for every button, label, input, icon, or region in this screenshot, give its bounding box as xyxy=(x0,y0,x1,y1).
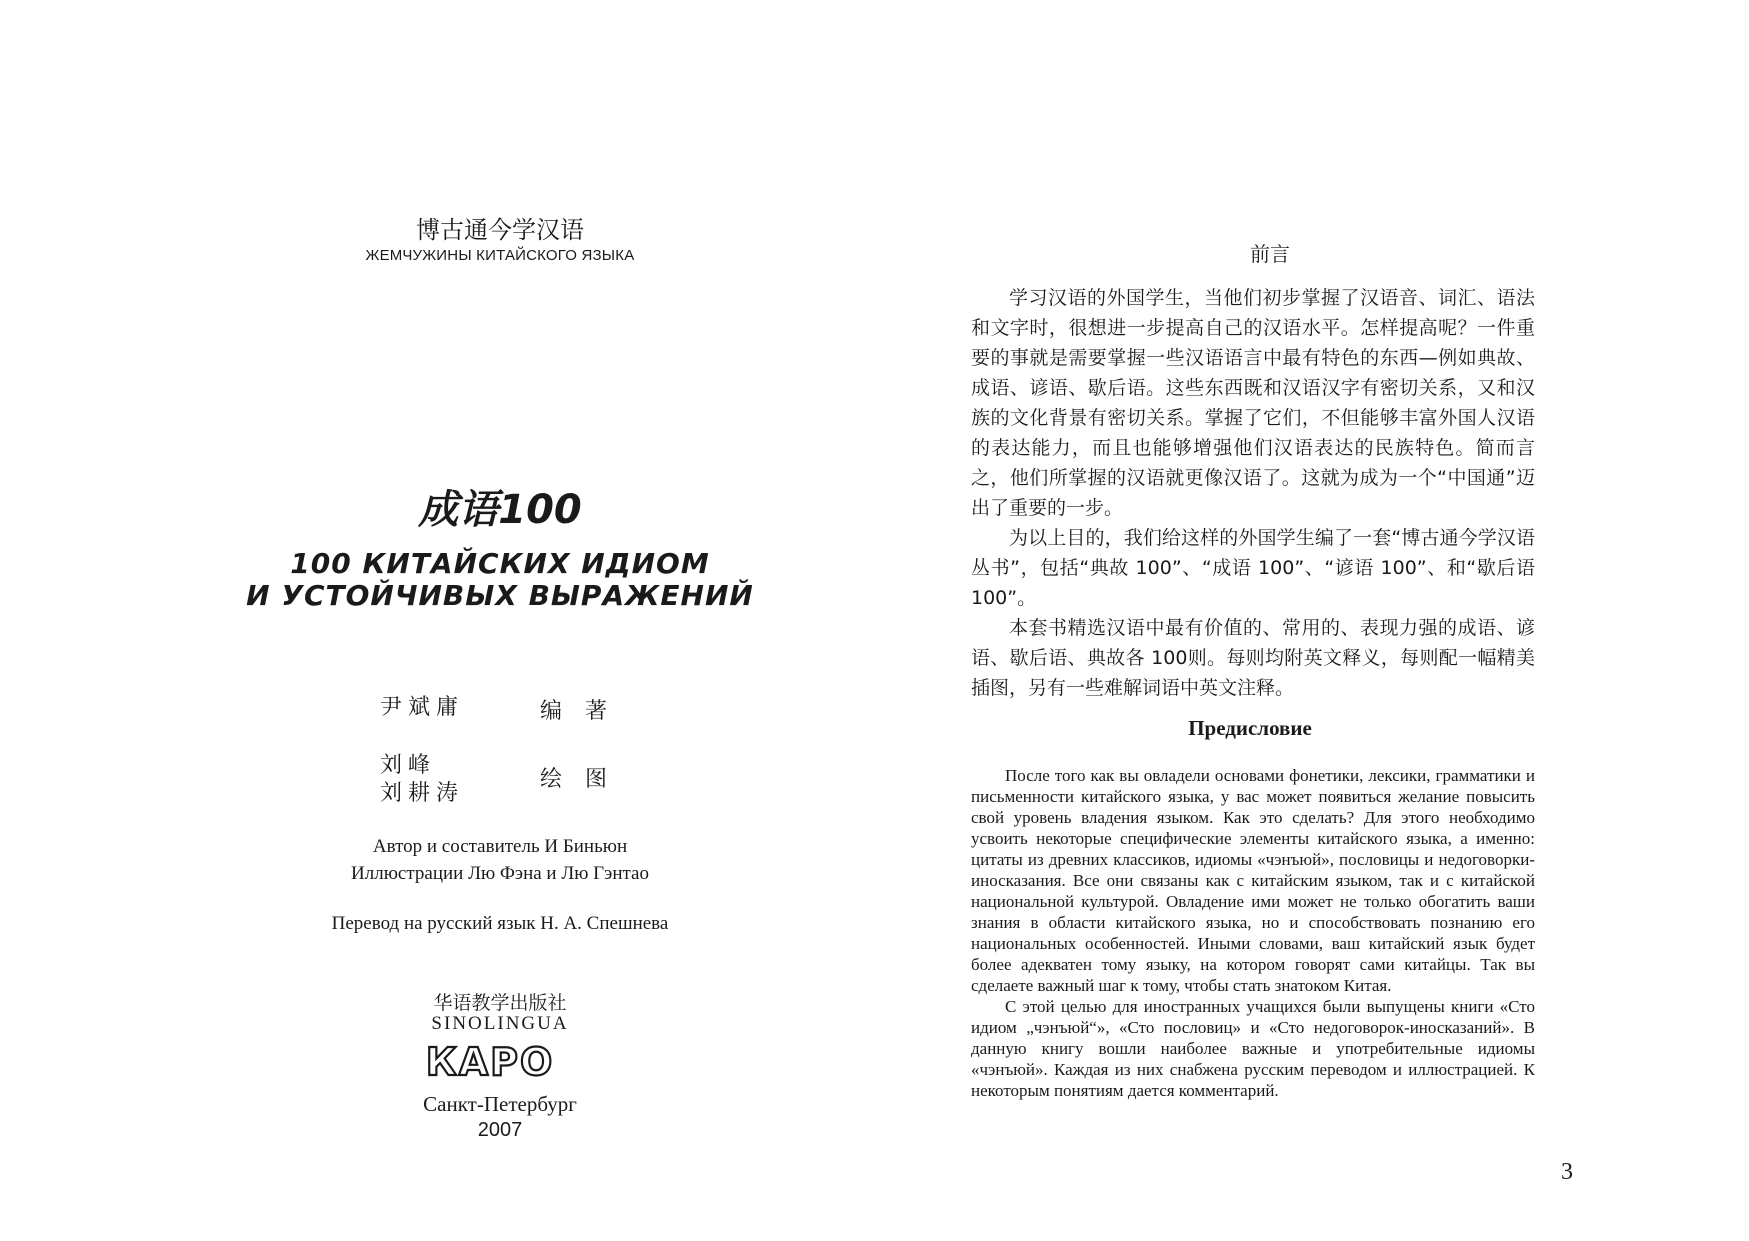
publisher-name-en: SINOLINGUA xyxy=(431,1013,569,1034)
translator-line-ru: Перевод на русский язык Н. А. Спешнева xyxy=(331,913,669,934)
author-cn: 尹斌庸 xyxy=(380,695,465,720)
publisher-city: Санкт-Петербург xyxy=(423,1092,577,1116)
foreword-title-ru: Предисловие xyxy=(1188,716,1312,740)
page-number: 3 xyxy=(1561,1159,1573,1185)
author-line-ru: Автор и составитель И Биньюн xyxy=(372,836,628,857)
book-title-ru-line2: И УСТОЙЧИВЫХ ВЫРАЖЕНИЙ xyxy=(246,579,754,612)
foreword-cn-paragraph: 本套书精选汉语中最有价值的、常用的、表现力强的成语、谚语、歇后语、典故各 100则。每则均附英文释义，每则配一幅精美插图，另有一些难解词语中英文注释。 xyxy=(971,617,1535,699)
foreword-ru-paragraph: С этой целью для иностранных учащихся были выпущены книги «Сто идиом „чэнъюй“», «Сто пословиц» и «Сто недоговорок-иносказаний». В данную книгу вошли наиболее важные и употребительные идиомы «чэнъюй». Каждая из них снабжена русским переводом и иллюстрацией. К некоторым понятиям дается комментарий. xyxy=(971,997,1535,1100)
foreword-cn-paragraph: 学习汉语的外国学生，当他们初步掌握了汉语音、词汇、语法和文字时，很想进一步提高自己的汉语水平。怎样提高呢？一件重要的事就是需要掌握一些汉语语言中最有特色的东西—例如典故、成语、谚语、歇后语。这些东西既和汉语汉字有密切关系，又和汉族的文化背景有密切关系。掌握了它们，不但能够丰富外国人汉语的表达能力，而且也能够增强他们汉语表达的民族特色。简而言之，他们所掌握的汉语就更像汉语了。这就为成为一个“中国通”迈出了重要的一步。 xyxy=(971,287,1535,519)
author-role-cn: 编 著 xyxy=(540,699,615,724)
publication-year: 2007 xyxy=(477,1119,523,1141)
publisher-name-cn: 华语教学出版社 xyxy=(433,992,567,1014)
foreword-ru-body xyxy=(971,765,1535,1101)
book-title-ru-line1: 100 КИТАЙСКИХ ИДИОМ xyxy=(290,547,710,580)
karo-logo-text: КАРО xyxy=(425,1041,555,1083)
book-title-ru xyxy=(200,548,800,612)
illustrators-cn xyxy=(380,752,464,808)
illustrators-line-ru: Иллюстрации Лю Фэна и Лю Гэнтао xyxy=(351,863,649,884)
book-title-cn: 成语100 xyxy=(418,487,582,533)
credits-ru xyxy=(250,833,750,887)
illustrator-role-cn: 绘 图 xyxy=(540,767,615,792)
karo-logo xyxy=(420,1041,560,1083)
foreword-title-cn: 前言 xyxy=(1250,242,1290,266)
foreword-cn-paragraph: 为以上目的，我们给这样的外国学生编了一套“博古通今学汉语丛书”，包括“典故 100”、“成语 100”、“谚语 100”、和“歇后语 100”。 xyxy=(971,527,1535,609)
illustrator-cn-1: 刘峰 xyxy=(380,753,437,778)
foreword-ru-paragraph: После того как вы овладели основами фонетики, лексики, грамматики и письменности китайского языка, у вас может появиться желание повысить свой уровень владения языком. Как это сделать? Для этого необходимо усвоить некоторые специфические элементы китайского языка, а именно: цитаты из древних классиков, идиомы «чэнъюй», пословицы и недоговорки-иносказания. Все они связаны как с китайским языком, так и с китайской национальной культурой. Овладение ими может не только обогатить ваши знания в области китайского языка, но и способствовать познанию его национальных особенностей. Иными словами, ваш китайский язык будет более адекватен тому языку, на котором говорят сами китайцы. Так вы сделаете важный шаг к тому, чтобы стать знатоком Китая. xyxy=(971,766,1535,995)
illustrator-cn-2: 刘耕涛 xyxy=(380,781,465,806)
foreword-cn-body xyxy=(971,283,1535,703)
series-title-ru: ЖЕМЧУЖИНЫ КИТАЙСКОГО ЯЗЫКА xyxy=(365,247,635,264)
series-title-cn: 博古通今学汉语 xyxy=(416,216,584,244)
